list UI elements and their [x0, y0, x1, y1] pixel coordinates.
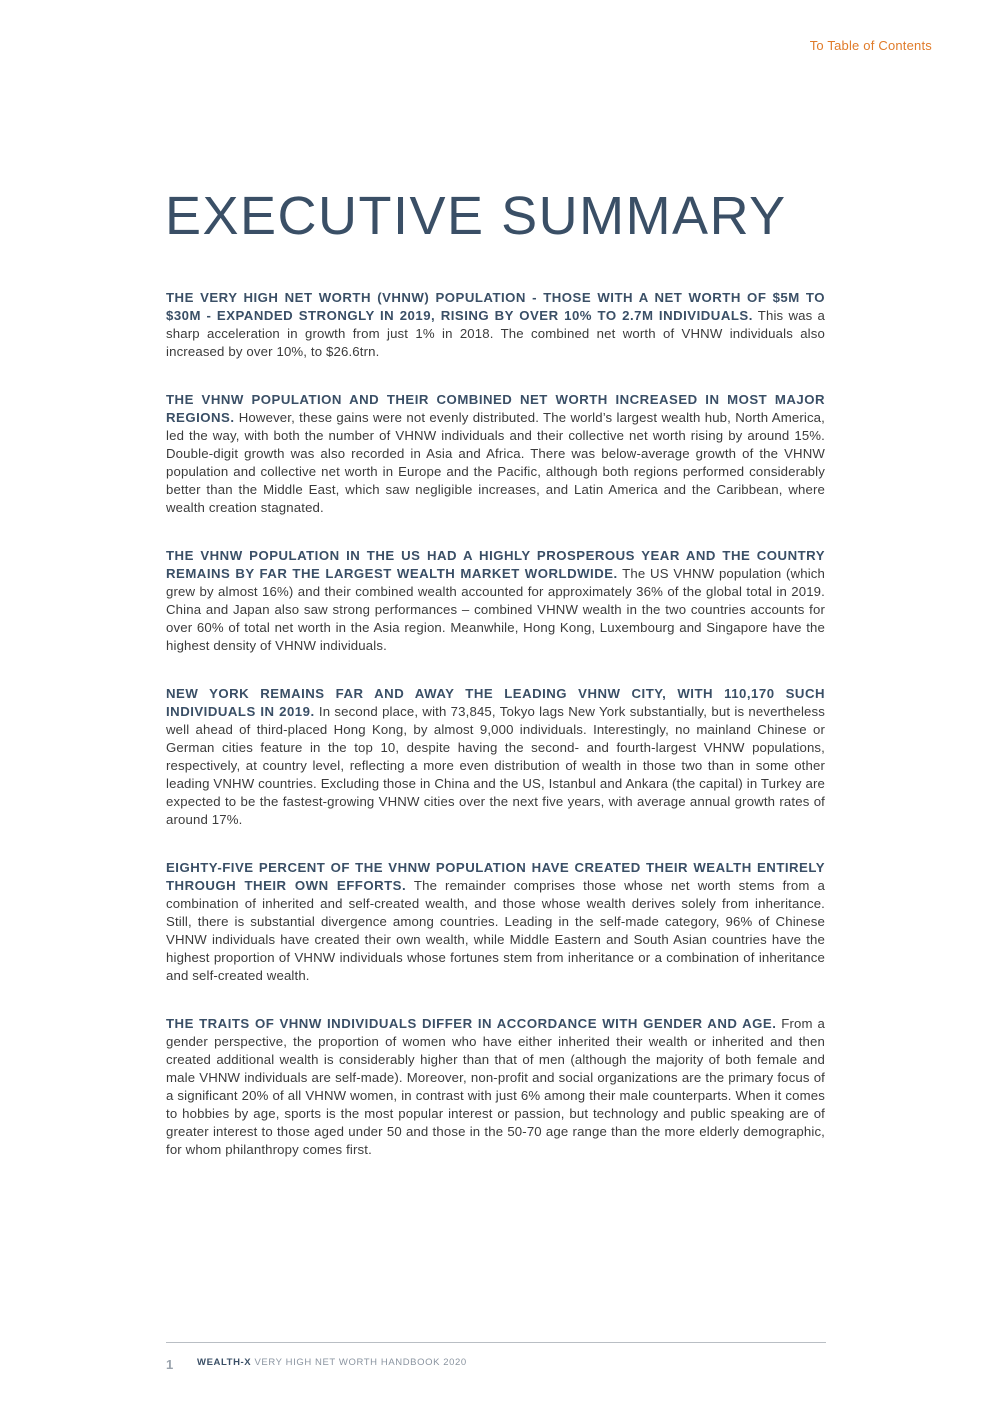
summary-content [166, 289, 825, 1189]
paragraph-lead: THE VHNW POPULATION AND THEIR COMBINED NET WORTH INCREASED IN MOST MAJOR REGIONS. [166, 392, 825, 425]
paragraph-body: The remainder comprises those whose net worth stems from a combination of inherited and self-created wealth, and those whose wealth derives solely from inheritance. Still, there is substantial divergence among countries. Leading in the self-made category, 96% of Chinese VHNW individuals have created their own wealth, while Middle Eastern and South Asian countries have the highest proportion of VHNW individuals whose fortunes stem from inheritance or a combination of inheritance and self-created wealth. [166, 878, 826, 983]
summary-paragraph-gender-age [166, 1015, 825, 1159]
paragraph-body: This was a sharp acceleration in growth from just 1% in 2018. The combined net worth of VHNW individuals also increased by over 10%, to $26.6trn. [166, 308, 825, 359]
paragraph-lead: NEW YORK REMAINS FAR AND AWAY THE LEADING VHNW CITY, WITH 110,170 SUCH INDIVIDUALS IN 2019. [166, 686, 825, 719]
paragraph-body: The US VHNW population (which grew by almost 16%) and their combined wealth accounted for approximately 36% of the global total in 2019. China and Japan also saw strong performances – combined VHNW wealth in the two countries accounts for over 60% of total net worth in the Asia region. Meanwhile, Hong Kong, Luxembourg and Singapore have the highest density of VHNW individuals. [166, 566, 826, 653]
paragraph-lead: THE VERY HIGH NET WORTH (VHNW) POPULATION - THOSE WITH A NET WORTH OF $5M TO $30M - EXPANDED STRONGLY IN 2019, RISING BY OVER 10% TO 2.7M INDIVIDUALS. [166, 290, 825, 323]
paragraph-lead: EIGHTY-FIVE PERCENT OF THE VHNW POPULATION HAVE CREATED THEIR WEALTH ENTIRELY THROUGH THEIR OWN EFFORTS. [166, 860, 825, 893]
paragraph-body: From a gender perspective, the proportion of women who have either inherited their wealth or inherited and then created additional wealth is considerably higher than that of men (although the majority of both female and male VHNW individuals are self-made). Moreover, non-profit and social organizations are the primary focus of a significant 20% of all VHNW women, in contrast with just 6% among their male counterparts. When it comes to hobbies by age, sports is the most popular interest or passion, but technology and public speaking are of greater interest to those aged under 50 and those in the 50-70 age range than the more elderly demographic, for whom philanthropy comes first. [166, 1016, 825, 1157]
footer-publication: VERY HIGH NET WORTH HANDBOOK 2020 [254, 1357, 467, 1368]
summary-paragraph-cities [166, 685, 825, 829]
footer-divider [166, 1342, 826, 1343]
paragraph-body: However, these gains were not evenly distributed. The world’s largest wealth hub, North America, led the way, with both the number of VHNW individuals and their collective net worth rising by around 15%. Double-digit growth was also recorded in Asia and Africa. There was below-average growth of the VHNW population and collective net worth in Europe and the Pacific, although both regions performed considerably better than the Middle East, which saw negligible increases, and Latin America and the Caribbean, where wealth creation stagnated. [166, 410, 825, 515]
page-title: EXECUTIVE SUMMARY [165, 186, 787, 246]
footer-brand: WEALTH-X [197, 1357, 252, 1368]
summary-paragraph-us-market [166, 547, 825, 655]
paragraph-body: In second place, with 73,845, Tokyo lags New York substantially, but is nevertheless well ahead of third-placed Hong Kong, by almost 9,000 individuals. Interestingly, no mainland Chinese or German cities feature in the top 10, despite having the second- and fourth-largest VHNW populations, respectively, at country level, reflecting a more even distribution of wealth in those two than in some other leading VNHW countries. Excluding those in China and the US, Istanbul and Ankara (the capital) in Turkey are expected to be the fastest-growing VHNW cities over the next five years, with average annual growth rates of around 17%. [166, 704, 825, 827]
summary-paragraph-wealth-source [166, 859, 825, 985]
table-of-contents-link[interactable]: To Table of Contents [809, 38, 932, 53]
paragraph-lead: THE VHNW POPULATION IN THE US HAD A HIGHLY PROSPEROUS YEAR AND THE COUNTRY REMAINS BY FAR THE LARGEST WEALTH MARKET WORLDWIDE. [166, 548, 825, 581]
page-number: 1 [166, 1357, 174, 1372]
paragraph-lead: THE TRAITS OF VHNW INDIVIDUALS DIFFER IN ACCORDANCE WITH GENDER AND AGE. [166, 1016, 777, 1031]
footer-publication-title [197, 1357, 467, 1368]
summary-paragraph-regions [166, 391, 825, 517]
summary-paragraph-vhnw-population [166, 289, 825, 361]
